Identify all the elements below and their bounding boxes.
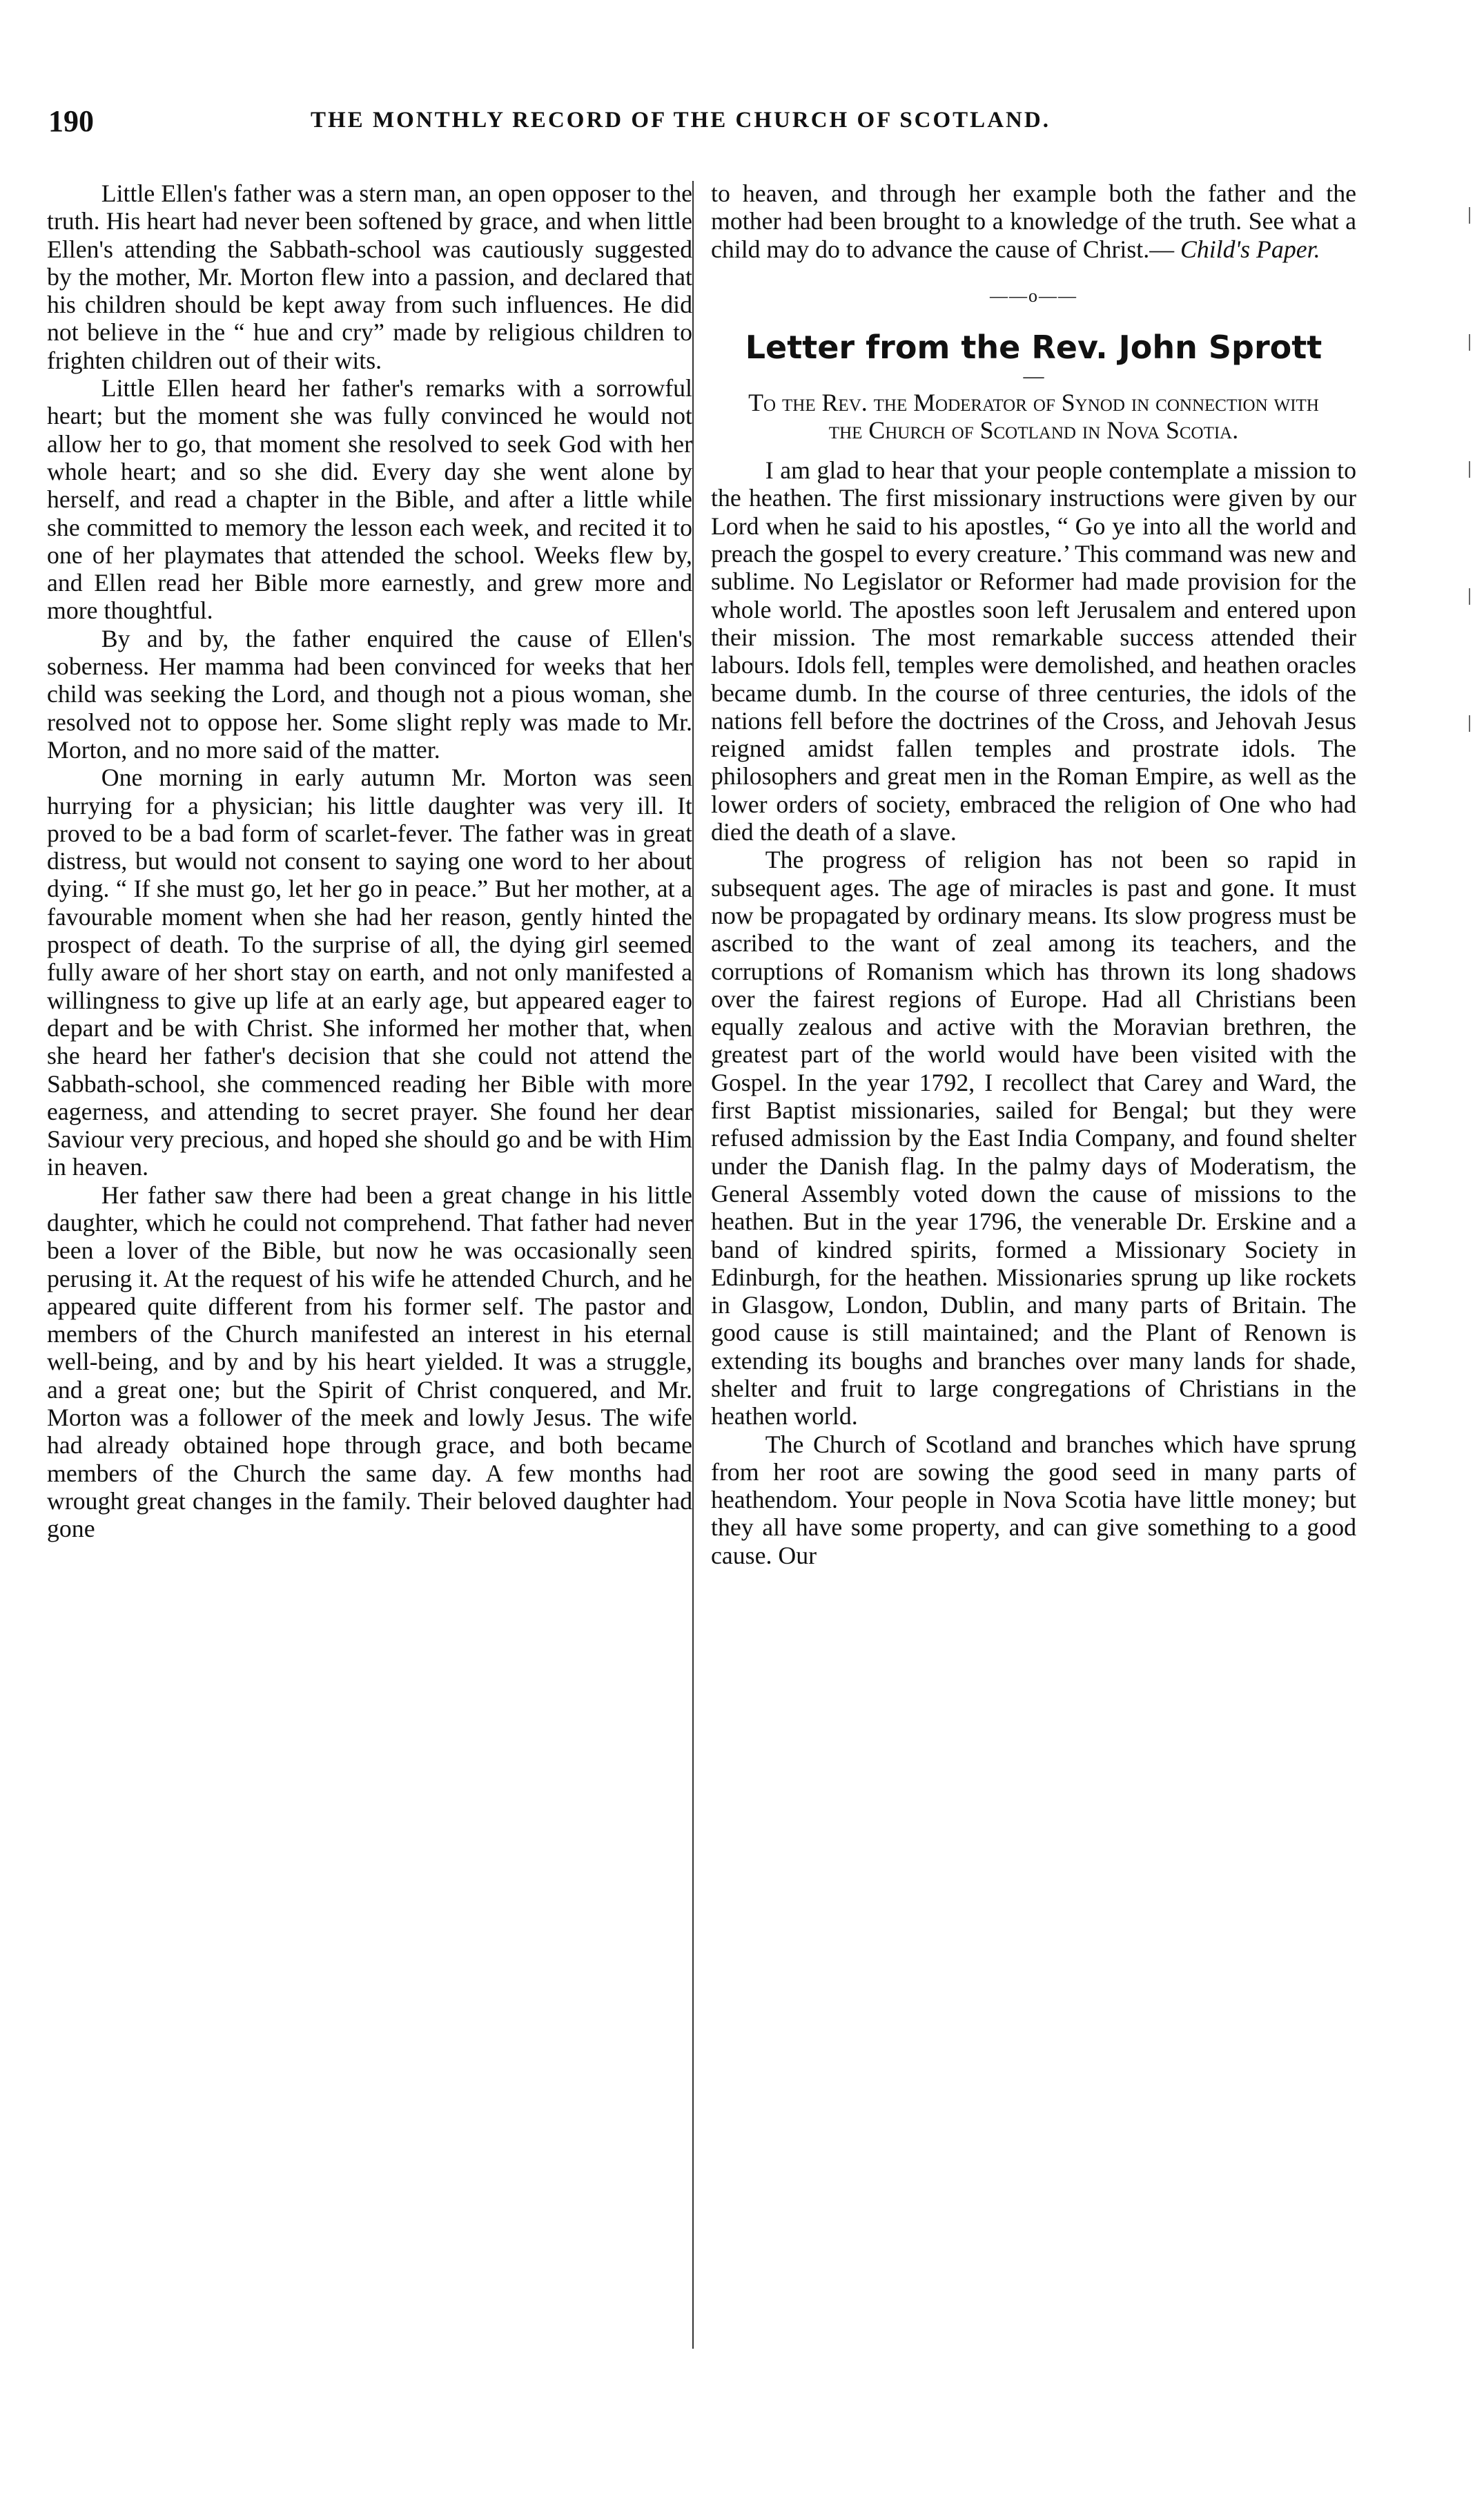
left-column [47, 180, 692, 1543]
margin-mark [1469, 461, 1470, 478]
paragraph: One morning in early autumn Mr. Morton was seen hurrying for a physician; his little daughter was very ill. It proved to be a bad form of scarlet-fever. The father was in great distress, but would not consent to saying one word to her about dying. “ If she must go, let her go in peace.” But her mother, at a favourable moment when she had her reason, gently hinted the prospect of death. To the surprise of all, the dying girl seemed fully aware of her short stay on earth, and not only manifested a willingness to give up life at an early age, but appeared eager to depart and be with Christ. She informed her mother that, when she heard her father's decision that she could not attend the Sabbath-school, she commenced reading her Bible with more eagerness, and attending to secret prayer. She found her dear Saviour very precious, and hoped she should go and be with Him in heaven. [47, 764, 692, 1181]
paragraph: Little Ellen heard her father's remarks with a sorrowful heart; but the moment she was fully convinced he would not allow her to go, that moment she resolved to seek God with her whole heart; and so she did. Every day she went alone by herself, and read a chapter in the Bible, and after a little while she committed to memory the lesson each week, and recited it to one of her playmates that attended the school. Weeks flew by, and Ellen read her Bible more earnestly, and grew more and more thoughtful. [47, 374, 692, 625]
paragraph: By and by, the father enquired the cause of Ellen's soberness. Her mamma had been convinced for weeks that her child was seeking the Lord, and though not a pious woman, she resolved not to oppose her. Some slight reply was made to Mr. Morton, and no more said of the matter. [47, 624, 692, 764]
margin-marks [1469, 207, 1476, 842]
letter-heading: Letter from the Rev. John Sprott [745, 329, 1322, 367]
paragraph: I am glad to hear that your people contemplate a mission to the heathen. The first missionary instructions were given by our Lord when he said to his apostles, “ Go ye into all the world and preach the gospel to every creature.’ This command was new and sublime. No Legislator or Reformer had made provision for the whole world. The apostles soon left Jerusalem and entered upon their mission. The most remarkable success attended their labours. Idols fell, temples were demolished, and heathen oracles became dumb. In the course of three centuries, the idols of the nations fell before the doctrines of the Cross, and Jehovah Jesus reigned amidst fallen temples and prostrate idols. The philosophers and great men in the Roman Empire, as well as the lower orders of society, embraced the religion of One who had died the death of a slave. [711, 456, 1356, 846]
right-column [711, 180, 1356, 1569]
paragraph: The progress of religion has not been so rapid in subsequent ages. The age of miracles is past and gone. It must now be propagated by ordinary means. Its slow progress must be ascribed to the want of zeal among its teachers, and the corruptions of Romanism which has thrown its long shadows over the fairest regions of Europe. Had all Christians been equally zealous and active with the Moravian brethren, the greatest part of the world would have been visited with the Gospel. In the year 1792, I recollect that Carey and Ward, the first Baptist missionaries, sailed for Bengal; but they were refused admission by the East India Company, and found shelter under the Danish flag. In the palmy days of Moderatism, the General Assembly voted down the cause of missions to the heathen. But in the year 1796, the venerable Dr. Erskine and a band of kindred spirits, formed a Missionary Society in Edinburgh, for the heathen. Missionaries sprung up like rockets in Glasgow, London, Dublin, and many parts of Britain. The good cause is still maintained; and the Plant of Renown is extending its boughs and branches over many lands for shade, shelter and fruit to large congregations of Christians in the heathen world. [711, 846, 1356, 1430]
page-header [48, 104, 1401, 145]
margin-mark [1469, 207, 1470, 224]
margin-mark [1469, 588, 1470, 605]
continuation-text: to heaven, and through her example both the father and the mother had been brought to a knowledge of the truth. See what a child may do to advance the cause of Christ.— [711, 180, 1356, 263]
column-divider [692, 181, 694, 2349]
paragraph: The Church of Scotland and branches which have sprung from her root are sowing the good seed in many parts of heathendom. Your people in Nova Scotia have little money; but they all have some property, and can give something to a good cause. Our [711, 1430, 1356, 1569]
heading-dash: — [1023, 365, 1044, 388]
margin-mark [1469, 334, 1470, 351]
page-number: 190 [48, 104, 94, 138]
paragraph: Little Ellen's father was a stern man, an open opposer to the truth. His heart had never been softened by grace, and when little Ellen's attending the Sabbath-school was cautiously suggested by the mother, Mr. Morton flew into a passion, and declared that his children should be kept away from such influences. He did not believe in the “ hue and cry” made by religious children to frighten children out of their wits. [47, 180, 692, 374]
running-title: THE MONTHLY RECORD OF THE CHURCH OF SCOTLAND. [311, 108, 1051, 133]
section-separator: ——o—— [990, 285, 1077, 306]
letter-salutation: To the Rev. the Moderator of Synod in connection with the Church of Scotland in Nova Scotia. [748, 389, 1319, 445]
paragraph: Her father saw there had been a great change in his little daughter, which he could not comprehend. That father had never been a lover of the Bible, but now he was occasionally seen perusing it. At the request of his wife he attended Church, and he appeared quite different from his former self. The pastor and members of the Church manifested an interest in his eternal well-being, and by and by his heart yielded. It was a struggle, and a great one; but the Spirit of Christ conquered, and Mr. Morton was a follower of the meek and lowly Jesus. The wife had already obtained hope through grace, and both became members of the Church the same day. A few months had wrought great changes in the family. Their beloved daughter had gone [47, 1181, 692, 1543]
story-continuation [711, 180, 1356, 263]
margin-mark [1469, 715, 1470, 732]
source-citation: Child's Paper. [1180, 235, 1320, 263]
